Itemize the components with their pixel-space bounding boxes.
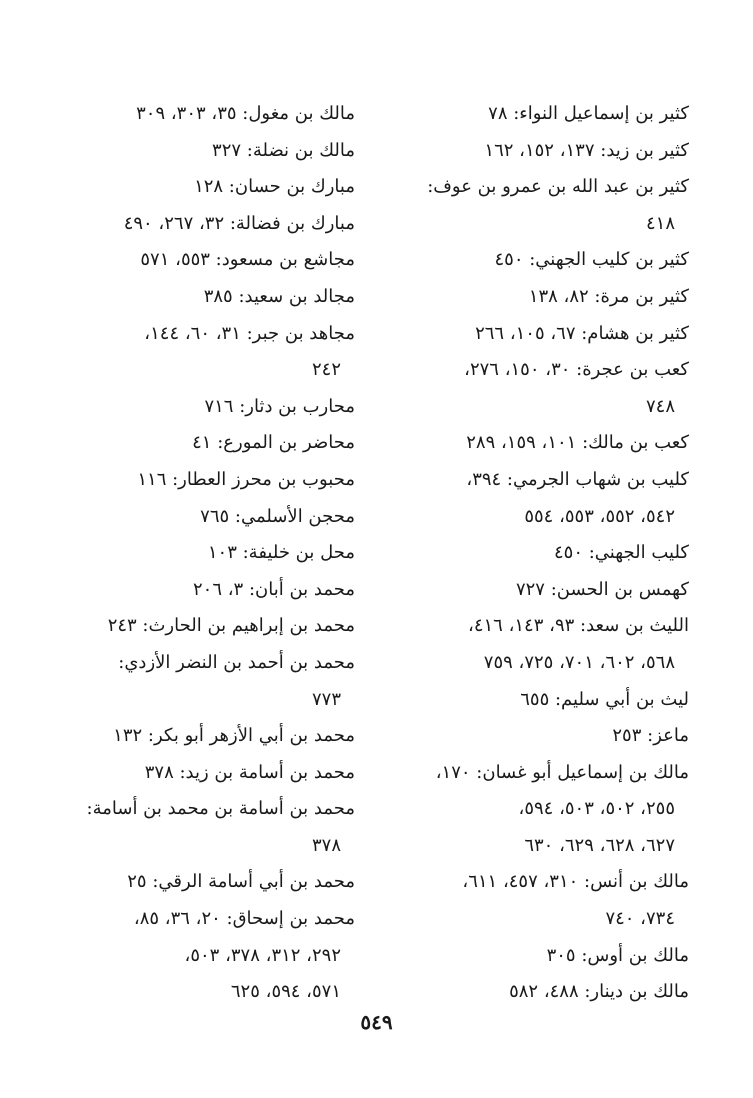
entry-heading: محمد بن أبي أسامة الرقي: ٢٥	[127, 871, 355, 893]
entry-heading: مالك بن مغول: ٣٥، ٣٠٣، ٣٠٩	[136, 103, 355, 124]
entry-continuation: ٥٦٨، ٦٠٢، ٧٠١، ٧٢٥، ٧٥٩	[483, 651, 675, 673]
entry-heading: كثير بن عبد الله بن عمرو بن عوف:	[427, 176, 689, 198]
page-number: ٥٤٩	[360, 1010, 393, 1034]
index-entry	[45, 572, 355, 609]
index-entry	[379, 96, 689, 133]
index-entry	[45, 901, 355, 1011]
entry-continuation: ٣٧٨	[311, 834, 341, 856]
entry-continuation: ٦٢٧، ٦٢٨، ٦٢٩، ٦٣٠	[524, 834, 675, 856]
entry-heading: مالك بن أنس: ٣١٠، ٤٥٧، ٦١١،	[462, 871, 689, 893]
entry-heading: محارب بن دثار: ٧١٦	[204, 395, 355, 417]
entry-heading: محمد بن أسامة بن محمد بن أسامة:	[86, 798, 355, 820]
entry-heading: محمد بن أسامة بن زيد: ٣٧٨	[144, 761, 355, 783]
entry-heading: كليب الجهني: ٤٥٠	[554, 542, 689, 564]
entry-heading: مالك بن نضلة: ٣٢٧	[212, 139, 355, 161]
index-entry	[379, 316, 689, 353]
entry-heading: كثير بن إسماعيل النواء: ٧٨	[488, 103, 689, 124]
index-column-left	[45, 96, 355, 1011]
index-entry	[45, 206, 355, 243]
entry-heading: محمد بن أحمد بن النضر الأزدي:	[118, 651, 355, 673]
entry-heading: مالك بن أوس: ٣٠٥	[546, 944, 689, 966]
entry-heading: محمد بن أبان: ٣، ٢٠٦	[193, 578, 355, 600]
index-entry	[45, 425, 355, 462]
entry-heading: مبارك بن فضالة: ٣٢، ٢٦٧، ٤٩٠	[123, 212, 355, 234]
index-entry	[45, 755, 355, 792]
index-entry	[379, 572, 689, 609]
index-entry	[45, 316, 355, 389]
index-entry	[379, 682, 689, 719]
index-entry	[379, 755, 689, 865]
index-entry	[45, 645, 355, 718]
entry-heading: مجالد بن سعيد: ٣٨٥	[203, 285, 355, 307]
entry-heading: محجن الأسلمي: ٧٦٥	[200, 505, 355, 527]
index-entry	[379, 242, 689, 279]
index-entry	[45, 242, 355, 279]
entry-continuation: ٤١٨	[645, 212, 675, 234]
index-entry	[45, 499, 355, 536]
index-entry	[45, 169, 355, 206]
entry-continuation: ٥٤٢، ٥٥٢، ٥٥٣، ٥٥٤	[524, 505, 675, 527]
entry-continuation: ٧٧٣	[311, 688, 341, 710]
index-entry	[45, 864, 355, 901]
entry-heading: محبوب بن محرز العطار: ١١٦	[137, 468, 355, 490]
entry-heading: محمد بن أبي الأزهر أبو بكر: ١٣٢	[113, 725, 355, 747]
entry-heading: الليث بن سعد: ٩٣، ١٤٣، ٤١٦،	[468, 615, 689, 637]
entry-heading: محمد بن إسحاق: ٢٠، ٣٦، ٨٥،	[133, 908, 355, 930]
entry-heading: مبارك بن حسان: ١٢٨	[194, 176, 355, 198]
entry-continuation: ٥٧١، ٥٩٤، ٦٢٥	[230, 981, 341, 1003]
entry-continuation: ٢٤٢	[311, 359, 341, 381]
index-entry	[45, 389, 355, 426]
entry-heading: كهمس بن الحسن: ٧٢٧	[515, 578, 689, 600]
index-entry	[379, 864, 689, 937]
entry-heading: مالك بن إسماعيل أبو غسان: ١٧٠،	[435, 761, 689, 783]
index-entry	[379, 974, 689, 1011]
index-entry	[379, 535, 689, 572]
index-column-right	[379, 96, 689, 1011]
index-entry	[379, 169, 689, 242]
index-entry	[379, 425, 689, 462]
index-entry	[45, 608, 355, 645]
entry-heading: كثير بن مرة: ٨٢، ١٣٨	[528, 285, 689, 307]
entry-heading: محاضر بن المورع: ٤١	[192, 432, 355, 454]
entry-heading: مجاهد بن جبر: ٣١، ٦٠، ١٤٤،	[144, 322, 355, 344]
index-entry	[45, 279, 355, 316]
index-entry	[45, 462, 355, 499]
index-entry	[45, 535, 355, 572]
entry-heading: محل بن خليفة: ١٠٣	[207, 542, 355, 564]
entry-continuation: ٧٤٨	[645, 395, 675, 417]
index-entry	[45, 791, 355, 864]
entry-heading: مالك بن دينار: ٤٨٨، ٥٨٢	[509, 981, 689, 1003]
index-entry	[45, 718, 355, 755]
entry-continuation: ٢٩٢، ٣١٢، ٣٧٨، ٥٠٣،	[184, 944, 341, 966]
entry-heading: ليث بن أبي سليم: ٦٥٥	[520, 688, 689, 710]
index-entry	[379, 279, 689, 316]
entry-heading: كعب بن عجرة: ٣٠، ١٥٠، ٢٧٦،	[464, 359, 689, 381]
entry-continuation: ٢٥٥، ٥٠٢، ٥٠٣، ٥٩٤،	[518, 798, 675, 820]
index-entry	[45, 96, 355, 133]
index-entry	[379, 133, 689, 170]
entry-continuation: ٧٣٤، ٧٤٠	[605, 908, 675, 930]
index-entry	[45, 133, 355, 170]
index-entry	[379, 938, 689, 975]
entry-heading: ماعز: ٢٥٣	[612, 725, 689, 747]
entry-heading: محمد بن إبراهيم بن الحارث: ٢٤٣	[107, 615, 355, 637]
index-entry	[379, 462, 689, 535]
entry-heading: كثير بن هشام: ٦٧، ١٠٥، ٢٦٦	[475, 322, 689, 344]
entry-heading: كليب بن شهاب الجرمي: ٣٩٤،	[466, 468, 689, 490]
entry-heading: كعب بن مالك: ١٠١، ١٥٩، ٢٨٩	[466, 432, 689, 454]
entry-heading: كثير بن كليب الجهني: ٤٥٠	[494, 249, 689, 271]
entry-heading: مجاشع بن مسعود: ٥٥٣، ٥٧١	[140, 249, 355, 271]
index-entry	[379, 352, 689, 425]
entry-heading: كثير بن زيد: ١٣٧، ١٥٢، ١٦٢	[484, 139, 689, 161]
index-entry	[379, 718, 689, 755]
index-entry	[379, 608, 689, 681]
